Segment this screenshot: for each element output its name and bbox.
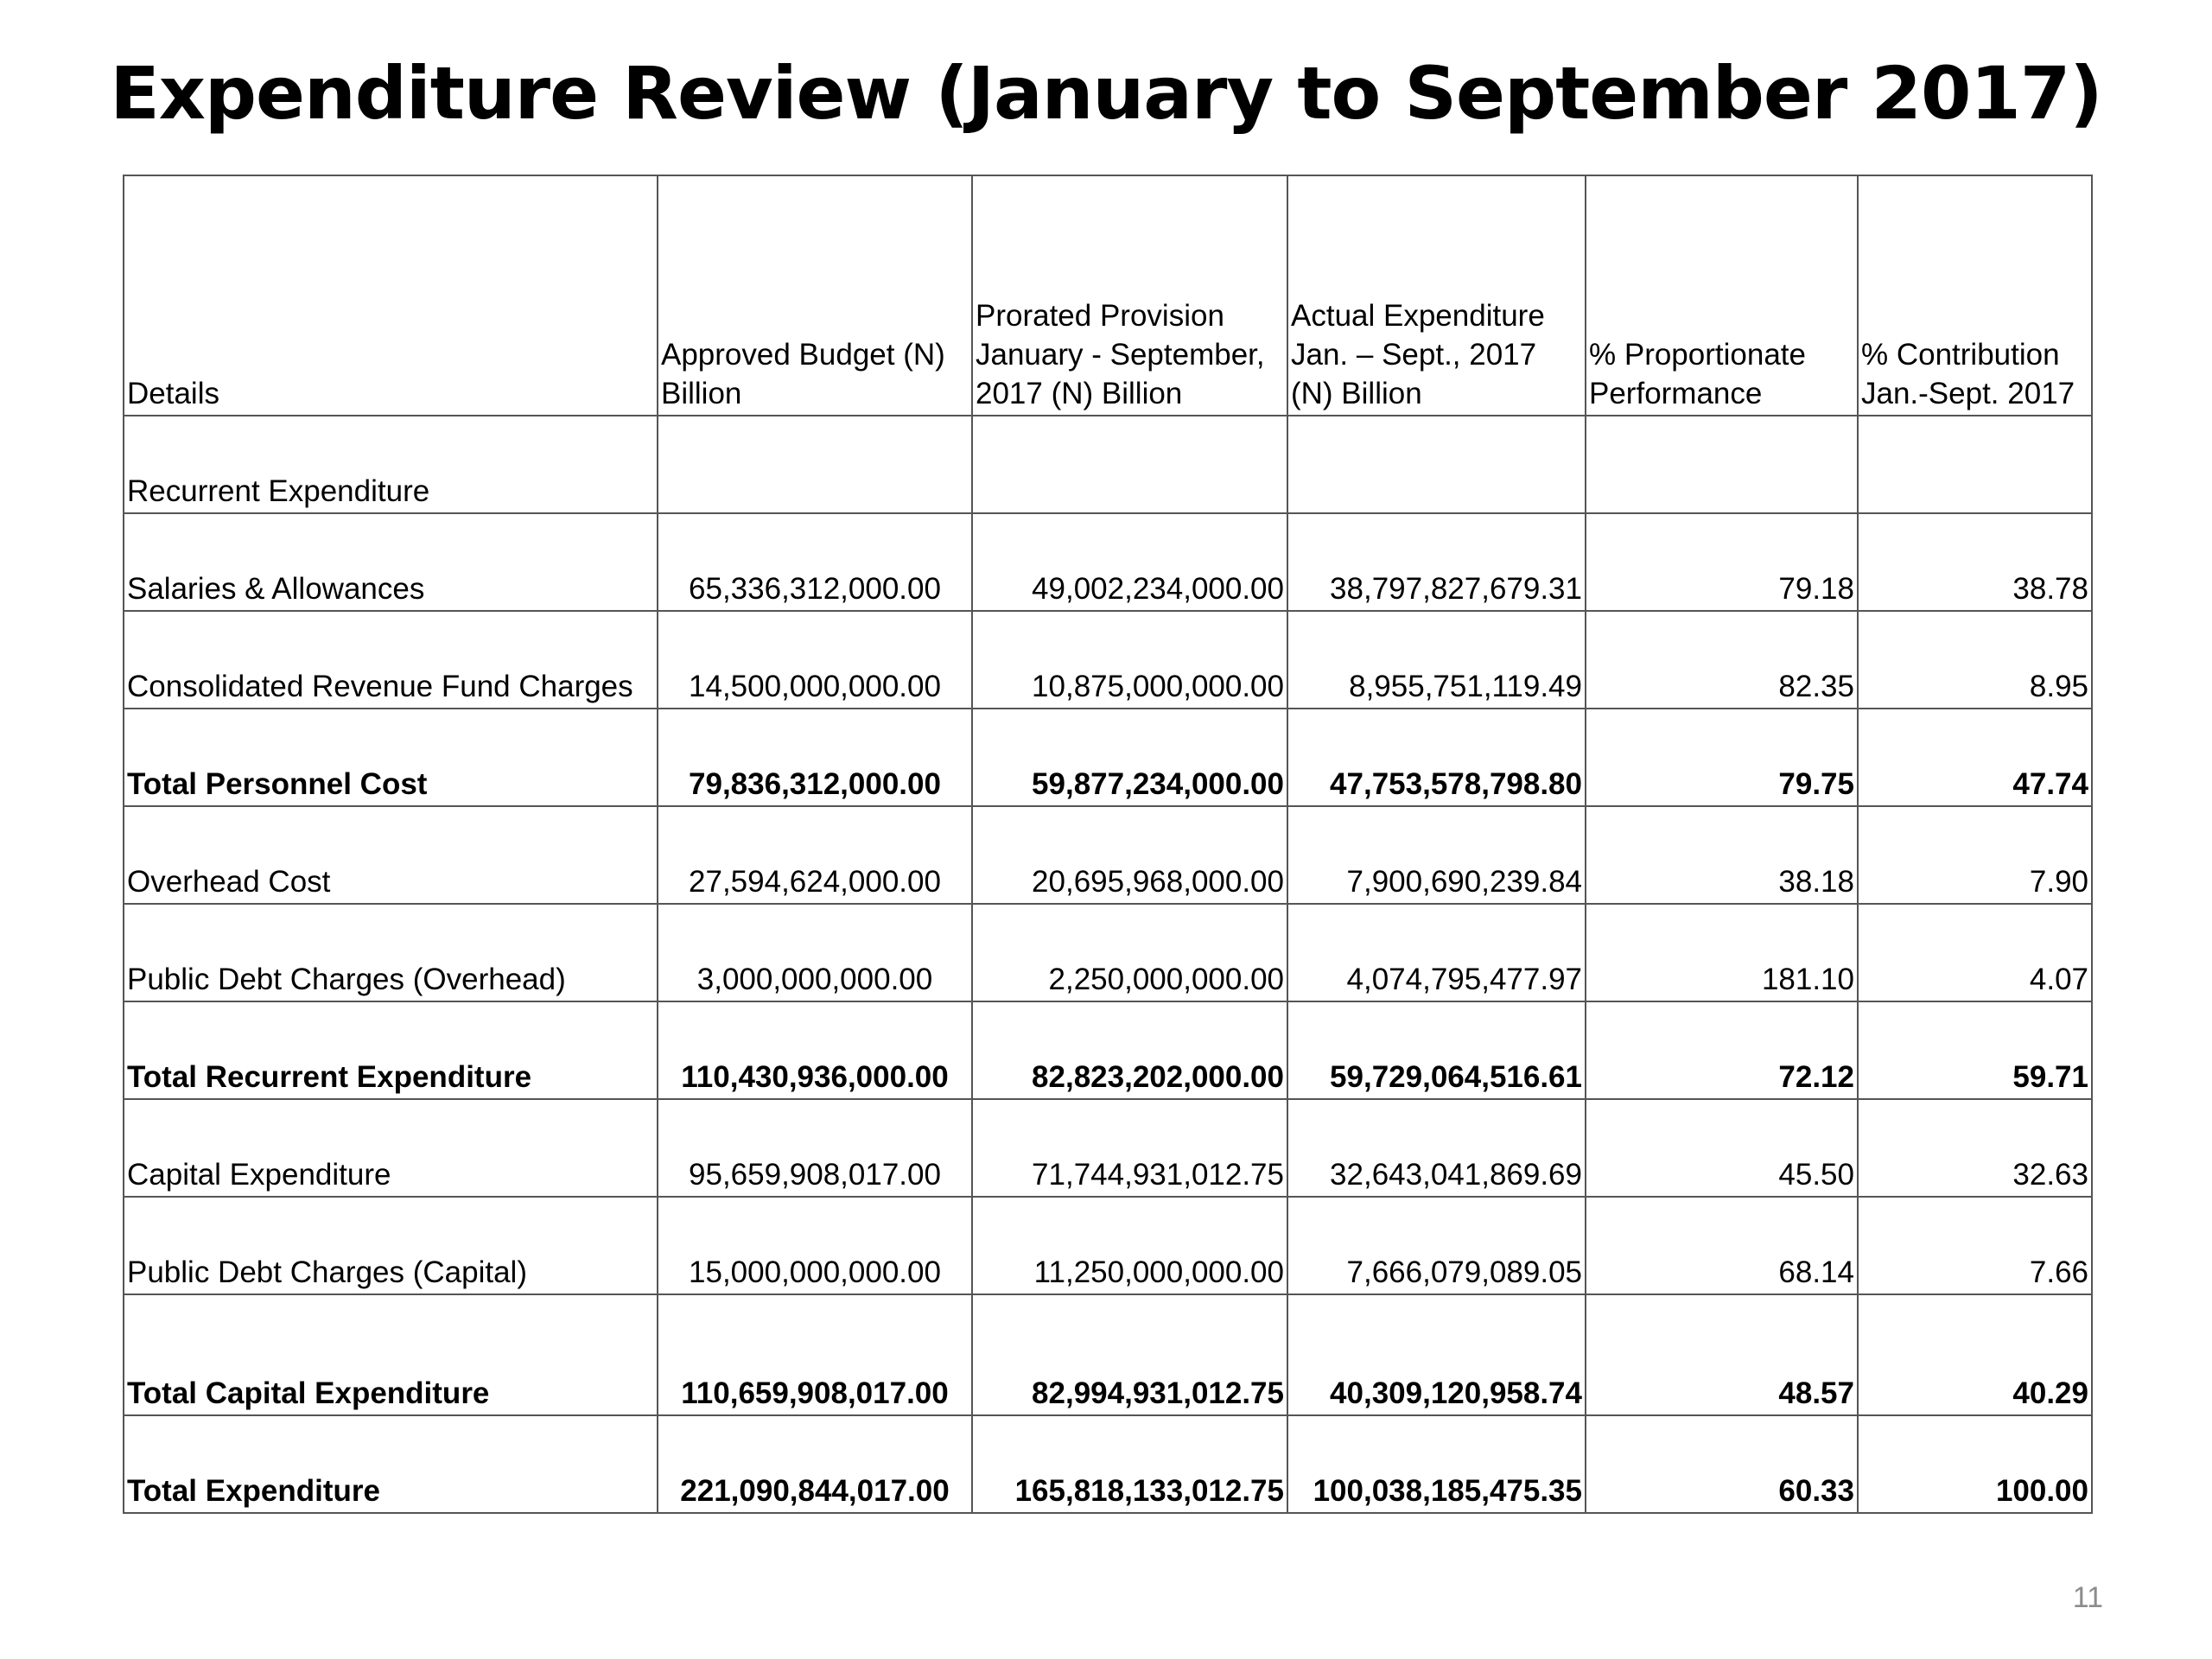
expenditure-table xyxy=(123,175,2093,1514)
proportionate-performance-cell: 60.33 xyxy=(1586,1415,1858,1513)
contribution-cell: 59.71 xyxy=(1858,1001,2092,1099)
contribution-cell: 8.95 xyxy=(1858,611,2092,709)
contribution-cell: 38.78 xyxy=(1858,513,2092,611)
contribution-cell xyxy=(1858,416,2092,513)
header-approved-budget: Approved Budget (N) Billion xyxy=(658,175,972,416)
row-label: Public Debt Charges (Overhead) xyxy=(124,904,658,1001)
slide-title: Expenditure Review (January to September 2017) xyxy=(110,51,2102,136)
table-row-capital-expenditure xyxy=(124,1099,2092,1197)
header-details: Details xyxy=(124,175,658,416)
contribution-cell: 4.07 xyxy=(1858,904,2092,1001)
prorated-provision-cell: 11,250,000,000.00 xyxy=(972,1197,1287,1294)
approved-budget-cell: 221,090,844,017.00 xyxy=(658,1415,972,1513)
prorated-provision-cell: 10,875,000,000.00 xyxy=(972,611,1287,709)
proportionate-performance-cell: 79.18 xyxy=(1586,513,1858,611)
header-contribution: % Contribution Jan.-Sept. 2017 xyxy=(1858,175,2092,416)
contribution-cell: 100.00 xyxy=(1858,1415,2092,1513)
proportionate-performance-cell: 68.14 xyxy=(1586,1197,1858,1294)
proportionate-performance-cell: 48.57 xyxy=(1586,1294,1858,1415)
page-number: 11 xyxy=(2072,1581,2103,1614)
row-label: Total Recurrent Expenditure xyxy=(124,1001,658,1099)
row-label: Overhead Cost xyxy=(124,806,658,904)
prorated-provision-cell xyxy=(972,416,1287,513)
prorated-provision-cell: 49,002,234,000.00 xyxy=(972,513,1287,611)
total-row-total-expenditure xyxy=(124,1415,2092,1513)
section-row-recurrent-expenditure xyxy=(124,416,2092,513)
row-label: Total Expenditure xyxy=(124,1415,658,1513)
proportionate-performance-cell: 45.50 xyxy=(1586,1099,1858,1197)
actual-expenditure-cell xyxy=(1287,416,1586,513)
approved-budget-cell: 15,000,000,000.00 xyxy=(658,1197,972,1294)
prorated-provision-cell: 82,994,931,012.75 xyxy=(972,1294,1287,1415)
approved-budget-cell xyxy=(658,416,972,513)
table-row-overhead-cost xyxy=(124,806,2092,904)
prorated-provision-cell: 2,250,000,000.00 xyxy=(972,904,1287,1001)
prorated-provision-cell: 71,744,931,012.75 xyxy=(972,1099,1287,1197)
actual-expenditure-cell: 7,666,079,089.05 xyxy=(1287,1197,1586,1294)
approved-budget-cell: 110,659,908,017.00 xyxy=(658,1294,972,1415)
actual-expenditure-cell: 4,074,795,477.97 xyxy=(1287,904,1586,1001)
row-label: Salaries & Allowances xyxy=(124,513,658,611)
approved-budget-cell: 27,594,624,000.00 xyxy=(658,806,972,904)
approved-budget-cell: 110,430,936,000.00 xyxy=(658,1001,972,1099)
proportionate-performance-cell: 72.12 xyxy=(1586,1001,1858,1099)
approved-budget-cell: 95,659,908,017.00 xyxy=(658,1099,972,1197)
actual-expenditure-cell: 47,753,578,798.80 xyxy=(1287,709,1586,806)
prorated-provision-cell: 165,818,133,012.75 xyxy=(972,1415,1287,1513)
header-prorated-provision: Prorated Provision January - September, 2017 (N) Billion xyxy=(972,175,1287,416)
proportionate-performance-cell: 82.35 xyxy=(1586,611,1858,709)
header-row xyxy=(124,175,2092,416)
proportionate-performance-cell: 38.18 xyxy=(1586,806,1858,904)
contribution-cell: 47.74 xyxy=(1858,709,2092,806)
actual-expenditure-cell: 7,900,690,239.84 xyxy=(1287,806,1586,904)
total-row-capital-expenditure xyxy=(124,1294,2092,1415)
contribution-cell: 40.29 xyxy=(1858,1294,2092,1415)
prorated-provision-cell: 20,695,968,000.00 xyxy=(972,806,1287,904)
row-label: Public Debt Charges (Capital) xyxy=(124,1197,658,1294)
row-label: Capital Expenditure xyxy=(124,1099,658,1197)
table-row-public-debt-overhead xyxy=(124,904,2092,1001)
total-row-recurrent-expenditure xyxy=(124,1001,2092,1099)
actual-expenditure-cell: 8,955,751,119.49 xyxy=(1287,611,1586,709)
approved-budget-cell: 65,336,312,000.00 xyxy=(658,513,972,611)
header-actual-expenditure: Actual Expenditure Jan. – Sept., 2017 (N) Billion xyxy=(1287,175,1586,416)
approved-budget-cell: 79,836,312,000.00 xyxy=(658,709,972,806)
row-label: Consolidated Revenue Fund Charges xyxy=(124,611,658,709)
table-row-consolidated-revenue xyxy=(124,611,2092,709)
proportionate-performance-cell: 181.10 xyxy=(1586,904,1858,1001)
row-label: Total Capital Expenditure xyxy=(124,1294,658,1415)
actual-expenditure-cell: 40,309,120,958.74 xyxy=(1287,1294,1586,1415)
actual-expenditure-cell: 59,729,064,516.61 xyxy=(1287,1001,1586,1099)
actual-expenditure-cell: 38,797,827,679.31 xyxy=(1287,513,1586,611)
total-row-personnel-cost xyxy=(124,709,2092,806)
table-row-public-debt-capital xyxy=(124,1197,2092,1294)
prorated-provision-cell: 82,823,202,000.00 xyxy=(972,1001,1287,1099)
prorated-provision-cell: 59,877,234,000.00 xyxy=(972,709,1287,806)
approved-budget-cell: 3,000,000,000.00 xyxy=(658,904,972,1001)
contribution-cell: 7.66 xyxy=(1858,1197,2092,1294)
header-proportionate-performance: % Proportionate Performance xyxy=(1586,175,1858,416)
actual-expenditure-cell: 32,643,041,869.69 xyxy=(1287,1099,1586,1197)
proportionate-performance-cell xyxy=(1586,416,1858,513)
contribution-cell: 7.90 xyxy=(1858,806,2092,904)
approved-budget-cell: 14,500,000,000.00 xyxy=(658,611,972,709)
row-label: Recurrent Expenditure xyxy=(124,416,658,513)
row-label: Total Personnel Cost xyxy=(124,709,658,806)
contribution-cell: 32.63 xyxy=(1858,1099,2092,1197)
proportionate-performance-cell: 79.75 xyxy=(1586,709,1858,806)
table-row-salaries-allowances xyxy=(124,513,2092,611)
actual-expenditure-cell: 100,038,185,475.35 xyxy=(1287,1415,1586,1513)
